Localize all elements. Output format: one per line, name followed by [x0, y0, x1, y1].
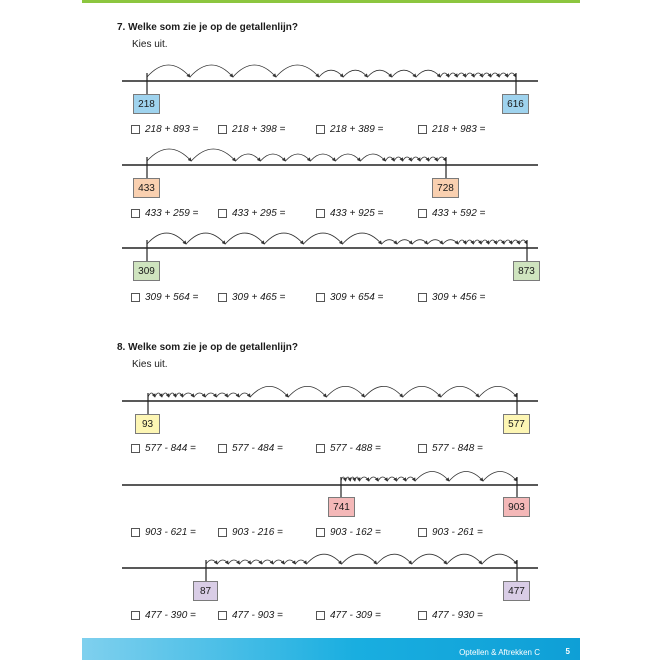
jump-arc — [394, 157, 403, 161]
checkbox[interactable] — [316, 125, 325, 134]
option-label: 477 - 930 = — [432, 609, 483, 621]
jump-arc — [512, 240, 520, 244]
jump-arc — [508, 73, 516, 77]
jump-arc — [190, 65, 233, 77]
option-label: 903 - 621 = — [145, 526, 196, 538]
jump-arc — [343, 233, 382, 244]
jump-arc — [406, 477, 415, 481]
option-label: 218 + 398 = — [232, 123, 286, 135]
answer-option[interactable] — [218, 442, 283, 454]
option-label: 309 + 456 = — [432, 291, 486, 303]
jump-arc — [420, 157, 429, 161]
answer-option[interactable] — [131, 123, 198, 135]
option-label: 309 + 654 = — [330, 291, 384, 303]
jump-arc — [403, 157, 412, 161]
jump-arc — [466, 240, 474, 244]
end-number-box: 477 — [503, 581, 530, 601]
checkbox[interactable] — [131, 125, 140, 134]
checkbox[interactable] — [218, 611, 227, 620]
checkbox[interactable] — [316, 528, 325, 537]
jump-arc — [482, 73, 490, 77]
answer-option[interactable] — [418, 207, 485, 219]
checkbox[interactable] — [218, 444, 227, 453]
jump-arc — [284, 560, 295, 564]
jump-arc — [519, 240, 527, 244]
checkbox[interactable] — [316, 444, 325, 453]
checkbox[interactable] — [418, 528, 427, 537]
jump-arc — [310, 154, 335, 161]
jump-arc — [365, 386, 403, 397]
checkbox[interactable] — [418, 209, 427, 218]
jump-arc — [397, 240, 412, 244]
jump-arc — [412, 240, 427, 244]
jump-arc — [481, 240, 489, 244]
option-label: 218 + 983 = — [432, 123, 486, 135]
jump-arc — [491, 73, 499, 77]
jump-arc — [228, 393, 239, 397]
jump-arc — [411, 157, 420, 161]
option-label: 577 - 844 = — [145, 442, 196, 454]
end-number-box: 577 — [503, 414, 530, 434]
start-number-box: 741 — [328, 497, 355, 517]
jump-arc — [489, 240, 497, 244]
jump-arc — [385, 157, 394, 161]
question-7-title: 7. Welke som zie je op de getallenlijn? — [117, 22, 298, 33]
jump-arc — [382, 240, 397, 244]
jump-arc — [285, 154, 310, 161]
jump-arc — [342, 554, 377, 564]
jump-arc — [217, 560, 228, 564]
jump-arc — [368, 70, 392, 77]
option-label: 309 + 465 = — [232, 291, 286, 303]
option-label: 477 - 390 = — [145, 609, 196, 621]
answer-option[interactable] — [418, 442, 483, 454]
jump-arc — [360, 154, 385, 161]
jump-arc — [482, 554, 517, 564]
jump-arc — [377, 554, 412, 564]
answer-option[interactable] — [218, 207, 285, 219]
jump-arc — [303, 233, 342, 244]
jump-arc — [458, 240, 466, 244]
jump-arc — [326, 386, 364, 397]
option-label: 577 - 484 = — [232, 442, 283, 454]
start-number-box: 433 — [133, 178, 160, 198]
jump-arc — [466, 73, 474, 77]
answer-option[interactable] — [418, 609, 483, 621]
option-label: 477 - 309 = — [330, 609, 381, 621]
jump-arc — [397, 477, 406, 481]
jump-arc — [147, 149, 191, 161]
jump-arc — [236, 154, 261, 161]
jump-arc — [295, 560, 306, 564]
jump-arc — [319, 70, 343, 77]
jump-arc — [183, 393, 194, 397]
option-label: 903 - 162 = — [330, 526, 381, 538]
answer-option[interactable] — [131, 442, 196, 454]
option-label: 433 + 259 = — [145, 207, 199, 219]
jump-arc — [194, 393, 205, 397]
jump-arc — [262, 560, 273, 564]
jump-arc — [155, 393, 162, 397]
jump-arc — [449, 472, 483, 482]
end-number-box: 903 — [503, 497, 530, 517]
jump-arc — [416, 70, 440, 77]
start-number-box: 309 — [133, 261, 160, 281]
start-number-box: 218 — [133, 94, 160, 114]
option-label: 218 + 389 = — [330, 123, 384, 135]
jump-arc — [369, 477, 378, 481]
jump-arc — [225, 233, 264, 244]
jump-arc — [273, 560, 284, 564]
checkbox[interactable] — [218, 293, 227, 302]
option-label: 433 + 925 = — [330, 207, 384, 219]
checkbox[interactable] — [218, 125, 227, 134]
question-8-title: 8. Welke som zie je op de getallenlijn? — [117, 342, 298, 353]
jump-arc — [169, 393, 176, 397]
jump-arc — [148, 393, 155, 397]
answer-option[interactable] — [131, 526, 196, 538]
answer-option[interactable] — [316, 526, 381, 538]
question-7-instruction: Kies uit. — [132, 39, 168, 50]
jump-arc — [378, 477, 387, 481]
checkbox[interactable] — [131, 293, 140, 302]
page-number: 5 — [565, 647, 570, 656]
jump-arc — [473, 240, 481, 244]
jump-arc — [428, 240, 443, 244]
option-label: 903 - 216 = — [232, 526, 283, 538]
jump-arc — [341, 477, 346, 481]
answer-option[interactable] — [131, 609, 196, 621]
checkbox[interactable] — [316, 209, 325, 218]
checkbox[interactable] — [418, 125, 427, 134]
answer-option[interactable] — [316, 207, 383, 219]
checkbox[interactable] — [131, 611, 140, 620]
jump-arc — [479, 386, 517, 397]
checkbox[interactable] — [418, 293, 427, 302]
answer-option[interactable] — [316, 123, 383, 135]
jump-arc — [443, 240, 458, 244]
jump-arc — [240, 560, 251, 564]
answer-option[interactable] — [218, 609, 283, 621]
end-number-box: 873 — [513, 261, 540, 281]
jump-arc — [403, 386, 441, 397]
answer-option[interactable] — [316, 609, 381, 621]
jump-arc — [483, 472, 517, 482]
jump-arc — [147, 65, 190, 77]
end-number-box: 728 — [432, 178, 459, 198]
option-label: 433 + 592 = — [432, 207, 486, 219]
answer-option[interactable] — [218, 291, 285, 303]
jump-arc — [260, 154, 285, 161]
answer-option[interactable] — [316, 442, 381, 454]
option-label: 903 - 261 = — [432, 526, 483, 538]
jump-arc — [499, 73, 507, 77]
jump-arc — [250, 386, 288, 397]
jump-arc — [335, 154, 360, 161]
answer-option[interactable] — [316, 291, 383, 303]
checkbox[interactable] — [131, 209, 140, 218]
checkbox[interactable] — [316, 611, 325, 620]
jump-arc — [191, 149, 235, 161]
checkbox[interactable] — [218, 528, 227, 537]
option-label: 577 - 488 = — [330, 442, 381, 454]
start-number-box: 93 — [135, 414, 160, 434]
jump-arc — [496, 240, 504, 244]
jump-arc — [307, 554, 342, 564]
checkbox[interactable] — [131, 444, 140, 453]
end-number-box: 616 — [502, 94, 529, 114]
answer-option[interactable] — [131, 291, 198, 303]
jump-arc — [233, 65, 276, 77]
jump-arc — [176, 393, 183, 397]
jump-arc — [449, 73, 457, 77]
jump-arc — [360, 477, 369, 481]
jump-arc — [288, 386, 326, 397]
option-label: 218 + 893 = — [145, 123, 199, 135]
jump-arc — [441, 386, 479, 397]
jump-arc — [504, 240, 512, 244]
jump-arc — [392, 70, 416, 77]
jump-arc — [440, 73, 448, 77]
option-label: 433 + 295 = — [232, 207, 286, 219]
footer-title: Optellen & Aftrekken C — [459, 648, 540, 657]
jump-arc — [206, 560, 217, 564]
jump-arc — [447, 554, 482, 564]
jump-arcs — [147, 65, 527, 564]
jump-arc — [387, 477, 396, 481]
jump-arc — [474, 73, 482, 77]
jump-arc — [429, 157, 438, 161]
answer-option[interactable] — [218, 526, 283, 538]
jump-arc — [162, 393, 169, 397]
jump-arc — [457, 73, 466, 77]
jump-arc — [343, 70, 367, 77]
answer-option[interactable] — [131, 207, 198, 219]
jump-arc — [350, 477, 355, 481]
jump-arc — [228, 560, 239, 564]
jump-arc — [216, 393, 227, 397]
jump-arc — [147, 233, 186, 244]
jump-arc — [264, 233, 303, 244]
checkbox[interactable] — [218, 209, 227, 218]
jump-arc — [239, 393, 250, 397]
option-label: 577 - 848 = — [432, 442, 483, 454]
start-number-box: 87 — [193, 581, 218, 601]
jump-arc — [355, 477, 360, 481]
question-8-instruction: Kies uit. — [132, 359, 168, 370]
jump-arc — [205, 393, 216, 397]
checkbox[interactable] — [418, 611, 427, 620]
jump-arc — [437, 157, 446, 161]
jump-arc — [346, 477, 351, 481]
option-label: 477 - 903 = — [232, 609, 283, 621]
jump-arc — [415, 472, 449, 482]
footer-bar — [82, 638, 580, 660]
jump-arc — [276, 65, 319, 77]
jump-arc — [412, 554, 447, 564]
answer-option[interactable] — [418, 526, 483, 538]
checkbox[interactable] — [418, 444, 427, 453]
jump-arc — [251, 560, 262, 564]
option-label: 309 + 564 = — [145, 291, 199, 303]
jump-arc — [186, 233, 225, 244]
checkbox[interactable] — [316, 293, 325, 302]
answer-option[interactable] — [418, 291, 485, 303]
answer-option[interactable] — [218, 123, 285, 135]
answer-option[interactable] — [418, 123, 485, 135]
checkbox[interactable] — [131, 528, 140, 537]
